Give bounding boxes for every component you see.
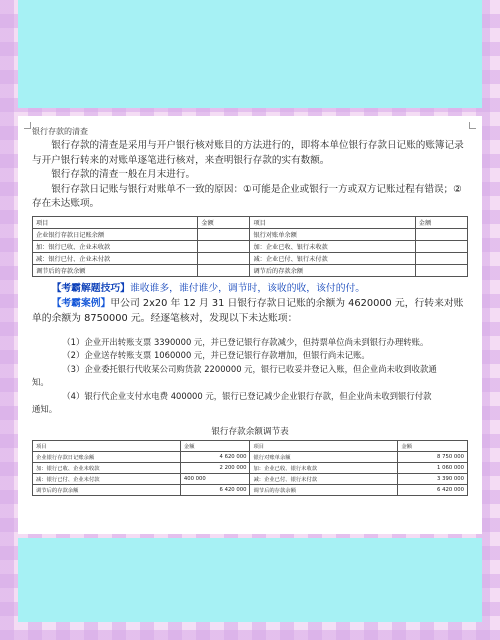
table-cell	[415, 264, 467, 276]
tip-text: 谁收谁多，谁付谁少，调节时，该收的收，该付的付。	[129, 282, 366, 294]
table-cell: 1 060 000	[398, 462, 468, 473]
header-cell: 金额	[415, 216, 467, 228]
table-row	[33, 462, 468, 473]
table-cell: 加：银行已收、企业未收款	[33, 240, 198, 252]
reconciliation-template-table	[32, 216, 468, 277]
table-cell: 调节后的存款余额	[33, 484, 181, 495]
header-cell: 金额	[180, 440, 250, 451]
table-cell	[198, 240, 250, 252]
table-cell: 加：银行已收、企业未收款	[33, 462, 181, 473]
table-cell: 4 620 000	[180, 451, 250, 462]
table-cell	[415, 228, 467, 240]
table-row	[33, 264, 468, 276]
table-cell: 3 390 000	[398, 473, 468, 484]
table-cell: 银行对账单余额	[250, 451, 398, 462]
header-cell: 项目	[250, 440, 398, 451]
solving-tip	[32, 281, 468, 296]
section-title: 银行存款的清查	[32, 127, 88, 136]
header-cell: 项目	[250, 216, 415, 228]
table-cell	[415, 240, 467, 252]
table-cell: 企业银行存款日记账余额	[33, 228, 198, 240]
table-cell: 8 750 000	[398, 451, 468, 462]
table-cell: 减：企业已付、银行未付款	[250, 473, 398, 484]
table-cell: 调节后的存款余额	[250, 264, 415, 276]
table-cell: 400 000	[180, 473, 250, 484]
list-item: （4）银行代企业支付水电费 400000 元，银行已登记减少企业银行存款，但企业尚未收到银行付款	[62, 390, 432, 401]
list-item: （1）企业开出转账支票 3390000 元，并已登记银行存款减少，但持票单位尚未到银行办理转账。	[62, 336, 429, 347]
case-text: 甲公司 2x20 年 12 月 31 日银行存款日记账的余额为 4620000 元，行转来对账单的余额为 8750000 元。经逐笔核对，发现以下未达账项：	[32, 297, 464, 324]
list-item: （2）企业送存转账支票 1060000 元，并已登记银行存款增加，但银行尚未记账。	[62, 350, 370, 360]
header-cell: 金额	[198, 216, 250, 228]
table-cell: 减：银行已付、企业未付款	[33, 252, 198, 264]
table-row	[33, 252, 468, 264]
table-row	[33, 240, 468, 252]
table-cell	[415, 252, 467, 264]
table-cell: 6 420 000	[180, 484, 250, 495]
table-cell: 减：企业已付、银行未付款	[250, 252, 415, 264]
list-item-continuation: 知。	[32, 377, 49, 387]
table-row	[33, 451, 468, 462]
crop-mark-top-right	[469, 122, 476, 129]
final-table-title: 银行存款余额调节表	[211, 426, 289, 437]
paragraph-intro: 银行存款的清查是采用与开户银行核对账目的方法进行的，即将本单位银行存款日记账的账簿记录与开户银行转来的对账单逐笔进行核对，来查明银行存款的实有数额。	[32, 140, 464, 166]
table-cell: 2 200 000	[180, 462, 250, 473]
paragraph-reasons: 银行存款日记账与银行对账单不一致的原因：①可能是企业或银行一方或双方记账过程有错误；②存在未达账项。	[32, 183, 462, 209]
top-decorative-band	[18, 0, 482, 108]
table-cell: 银行对账单余额	[250, 228, 415, 240]
tip-label: 【考霸解题技巧】	[51, 282, 130, 294]
table-cell: 6 420 000	[398, 484, 468, 495]
case-example	[32, 296, 468, 326]
crop-mark-top-left	[24, 122, 31, 129]
table-row	[33, 228, 468, 240]
header-cell: 项目	[33, 216, 198, 228]
table-header-row	[33, 216, 468, 228]
document-page	[18, 116, 482, 534]
table-cell	[198, 228, 250, 240]
header-cell: 金额	[398, 440, 468, 451]
table-cell	[198, 252, 250, 264]
table-cell	[198, 264, 250, 276]
case-label: 【考霸案例】	[51, 297, 111, 309]
list-item-continuation: 通知。	[32, 404, 58, 414]
table-row	[33, 484, 468, 495]
bottom-decorative-band	[18, 538, 482, 622]
table-header-row	[33, 440, 468, 451]
table-row	[33, 473, 468, 484]
table-cell: 加：企业已收、银行未收款	[250, 462, 398, 473]
pending-items-list	[32, 336, 468, 417]
balance-reconciliation-table	[32, 440, 468, 496]
table-cell: 调节后的存款余额	[33, 264, 198, 276]
table-cell: 加：企业已收、银行未收款	[250, 240, 415, 252]
table-cell: 减：银行已付、企业未付款	[33, 473, 181, 484]
list-item: （3）企业委托银行代收某公司购货款 2200000 元，银行已收妥并登记入账，但企业尚未收到收款通	[62, 363, 437, 374]
header-cell: 项目	[33, 440, 181, 451]
table-cell: 调节后的存款余额	[250, 484, 398, 495]
paragraph-timing: 银行存款的清查一般在月末进行。	[51, 169, 196, 180]
table-cell: 企业银行存款日记账余额	[33, 451, 181, 462]
